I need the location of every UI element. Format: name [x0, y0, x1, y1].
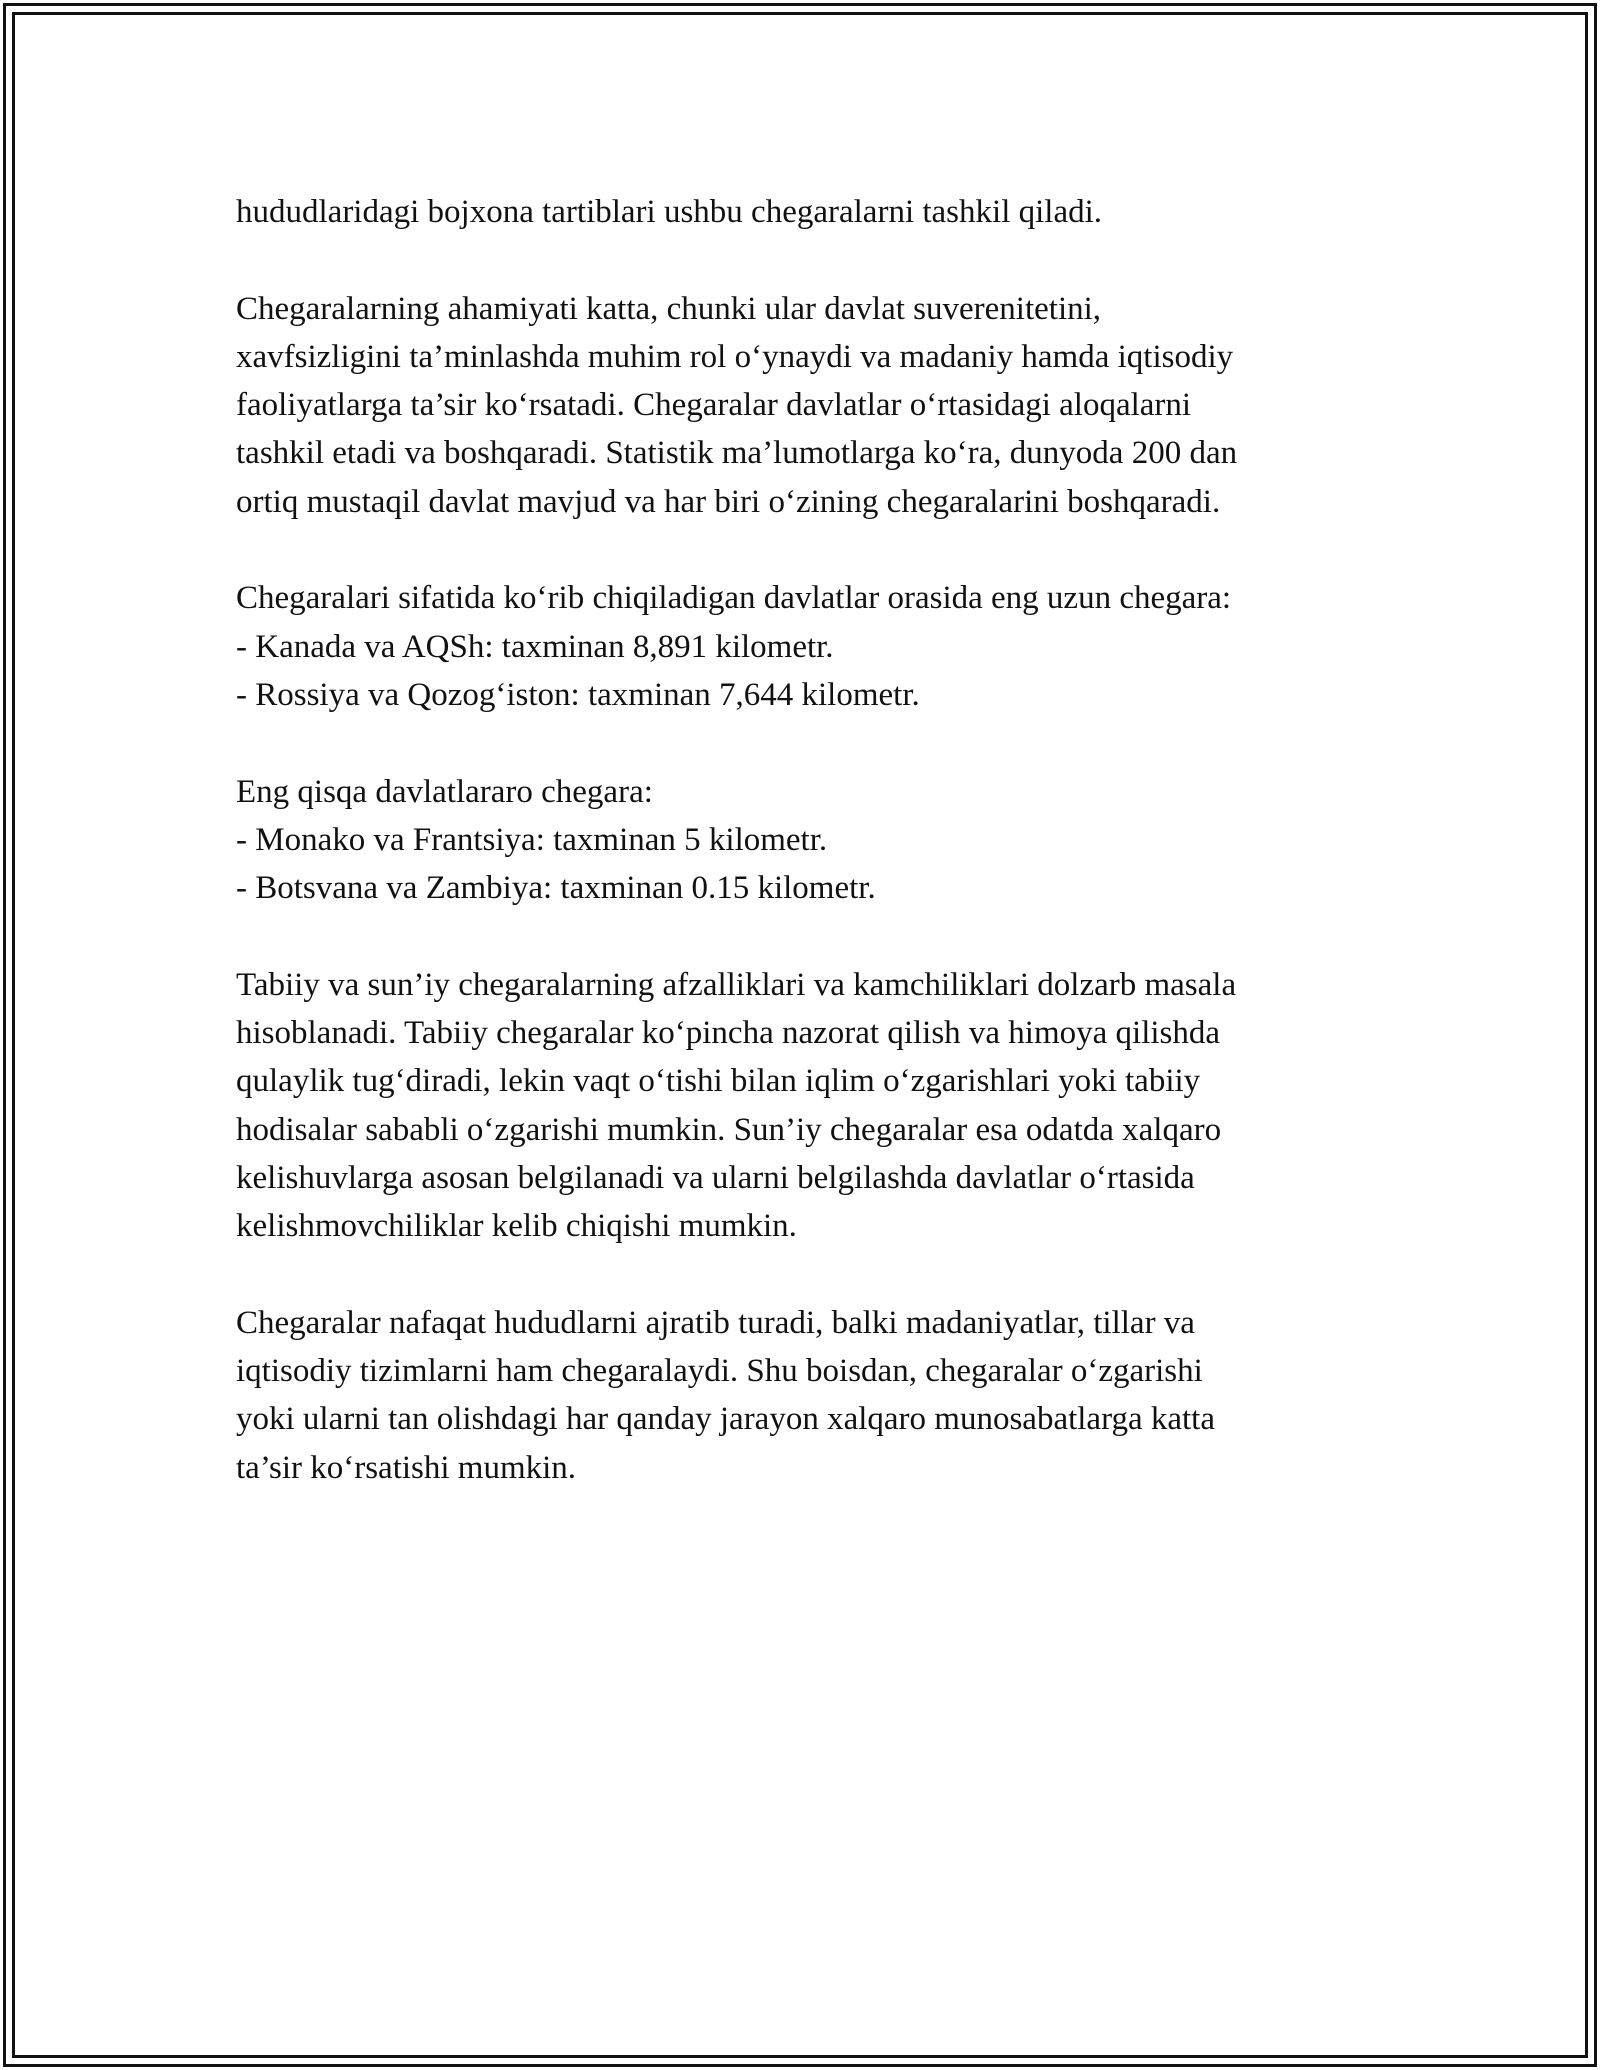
text-line: hududlaridagi bojxona tartiblari ushbu chegaralarni tashkil qiladi. — [236, 194, 1103, 230]
paragraph-natural-artificial-borders — [236, 961, 1376, 1251]
text-line: tashkil etadi va boshqaradi. Statistik ma’lumotlarga ko‘ra, dunyoda 200 dan — [236, 435, 1238, 472]
list-item: - Botsvana va Zambiya: taxminan 0.15 kilometr. — [236, 870, 876, 907]
text-line: ortiq mustaqil davlat mavjud va har biri o‘zining chegaralarini boshqaradi. — [236, 483, 1221, 520]
list-heading: Chegaralari sifatida ko‘rib chiqiladigan davlatlar orasida eng uzun chegara: — [236, 580, 1232, 617]
list-item: - Rossiya va Qozog‘iston: taxminan 7,644 kilometr. — [236, 676, 920, 713]
text-line: Chegaralarning ahamiyati katta, chunki ular davlat suverenitetini, — [236, 290, 1102, 327]
document-body — [236, 188, 1376, 1540]
paragraph-borders-conclusion — [236, 1299, 1376, 1492]
text-line: iqtisodiy tizimlarni ham chegaralaydi. Shu boisdan, chegaralar o‘zgarishi — [236, 1353, 1203, 1390]
text-line: hisoblanadi. Tabiiy chegaralar ko‘pincha nazorat qilish va himoya qilishda — [236, 1015, 1221, 1052]
paragraph-customs-continuation — [236, 188, 1376, 236]
list-item: - Kanada va AQSh: taxminan 8,891 kilometr. — [236, 628, 834, 665]
text-line: faoliyatlarga ta’sir ko‘rsatadi. Chegaralar davlatlar o‘rtasidagi aloqalarni — [236, 387, 1192, 424]
text-line: xavfsizligini ta’minlashda muhim rol o‘ynaydi va madaniy hamda iqtisodiy — [236, 338, 1234, 375]
text-line: Chegaralar nafaqat hududlarni ajratib turadi, balki madaniyatlar, tillar va — [236, 1304, 1195, 1341]
text-line: yoki ularni tan olishdagi har qanday jarayon xalqaro munosabatlarga katta — [236, 1401, 1215, 1438]
text-line: qulaylik tug‘diradi, lekin vaqt o‘tishi bilan iqlim o‘zgarishlari yoki tabiiy — [236, 1063, 1201, 1100]
text-line: kelishmovchiliklar kelib chiqishi mumkin. — [236, 1208, 797, 1245]
paragraph-border-importance — [236, 285, 1376, 526]
paragraph-longest-borders — [236, 574, 1376, 719]
text-line: hodisalar sababli o‘zgarishi mumkin. Sun’iy chegaralar esa odatda xalqaro — [236, 1111, 1222, 1148]
list-item: - Monako va Frantsiya: taxminan 5 kilometr. — [236, 821, 828, 858]
text-line: ta’sir ko‘rsatishi mumkin. — [236, 1449, 577, 1486]
paragraph-shortest-borders — [236, 768, 1376, 913]
text-line: kelishuvlarga asosan belgilanadi va ularni belgilashda davlatlar o‘rtasida — [236, 1159, 1195, 1196]
list-heading: Eng qisqa davlatlararo chegara: — [236, 773, 653, 810]
text-line: Tabiiy va sun’iy chegaralarning afzalliklari va kamchiliklari dolzarb masala — [236, 966, 1237, 1003]
